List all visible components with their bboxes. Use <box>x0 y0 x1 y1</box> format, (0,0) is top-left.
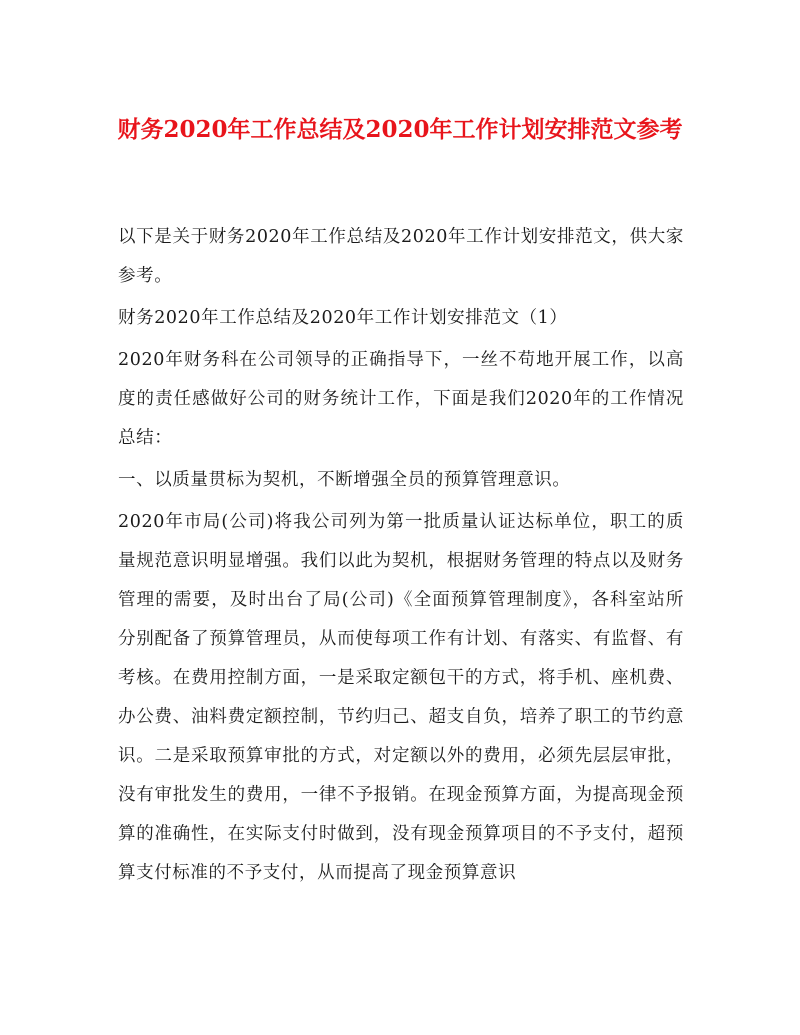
point-one-paragraph: 2020年市局(公司)将我公司列为第一批质量认证达标单位，职工的质量规范意识明显增强。我们以此为契机，根据财务管理的特点以及财务管理的需要，及时出台了局(公司)《全面预算管理制度》，各科室站所分别配备了预算管理员，从而使每项工作有计划、有落实、有监督、有考核。在费用控制方面，一是采取定额包干的方式，将手机、座机费、办公费、油料费定额控制，节约归己、超支自负，培养了职工的节约意识。二是采取预算审批的方式，对定额以外的费用，必须先层层审批，没有审批发生的费用，一律不予报销。在现金预算方面，为提高现金预算的准确性，在实际支付时做到，没有现金预算项目的不予支付，超预算支付标准的不予支付，从而提高了现金预算意识 <box>118 512 684 883</box>
summary-paragraph: 2020年财务科在公司领导的正确指导下，一丝不苟地开展工作，以高度的责任感做好公司的财务统计工作，下面是我们2020年的工作情况总结： <box>118 350 684 448</box>
section-heading: 财务2020年工作总结及2020年工作计划安排范文（1） <box>118 308 568 328</box>
point-one-heading: 一、以质量贯标为契机，不断增强全员的预算管理意识。 <box>118 470 571 490</box>
intro-paragraph: 以下是关于财务2020年工作总结及2020年工作计划安排范文，供大家参考。 <box>118 227 684 286</box>
document-body <box>118 218 684 893</box>
document-title: 财务2020年工作总结及2020年工作计划安排范文参考 <box>117 116 683 143</box>
